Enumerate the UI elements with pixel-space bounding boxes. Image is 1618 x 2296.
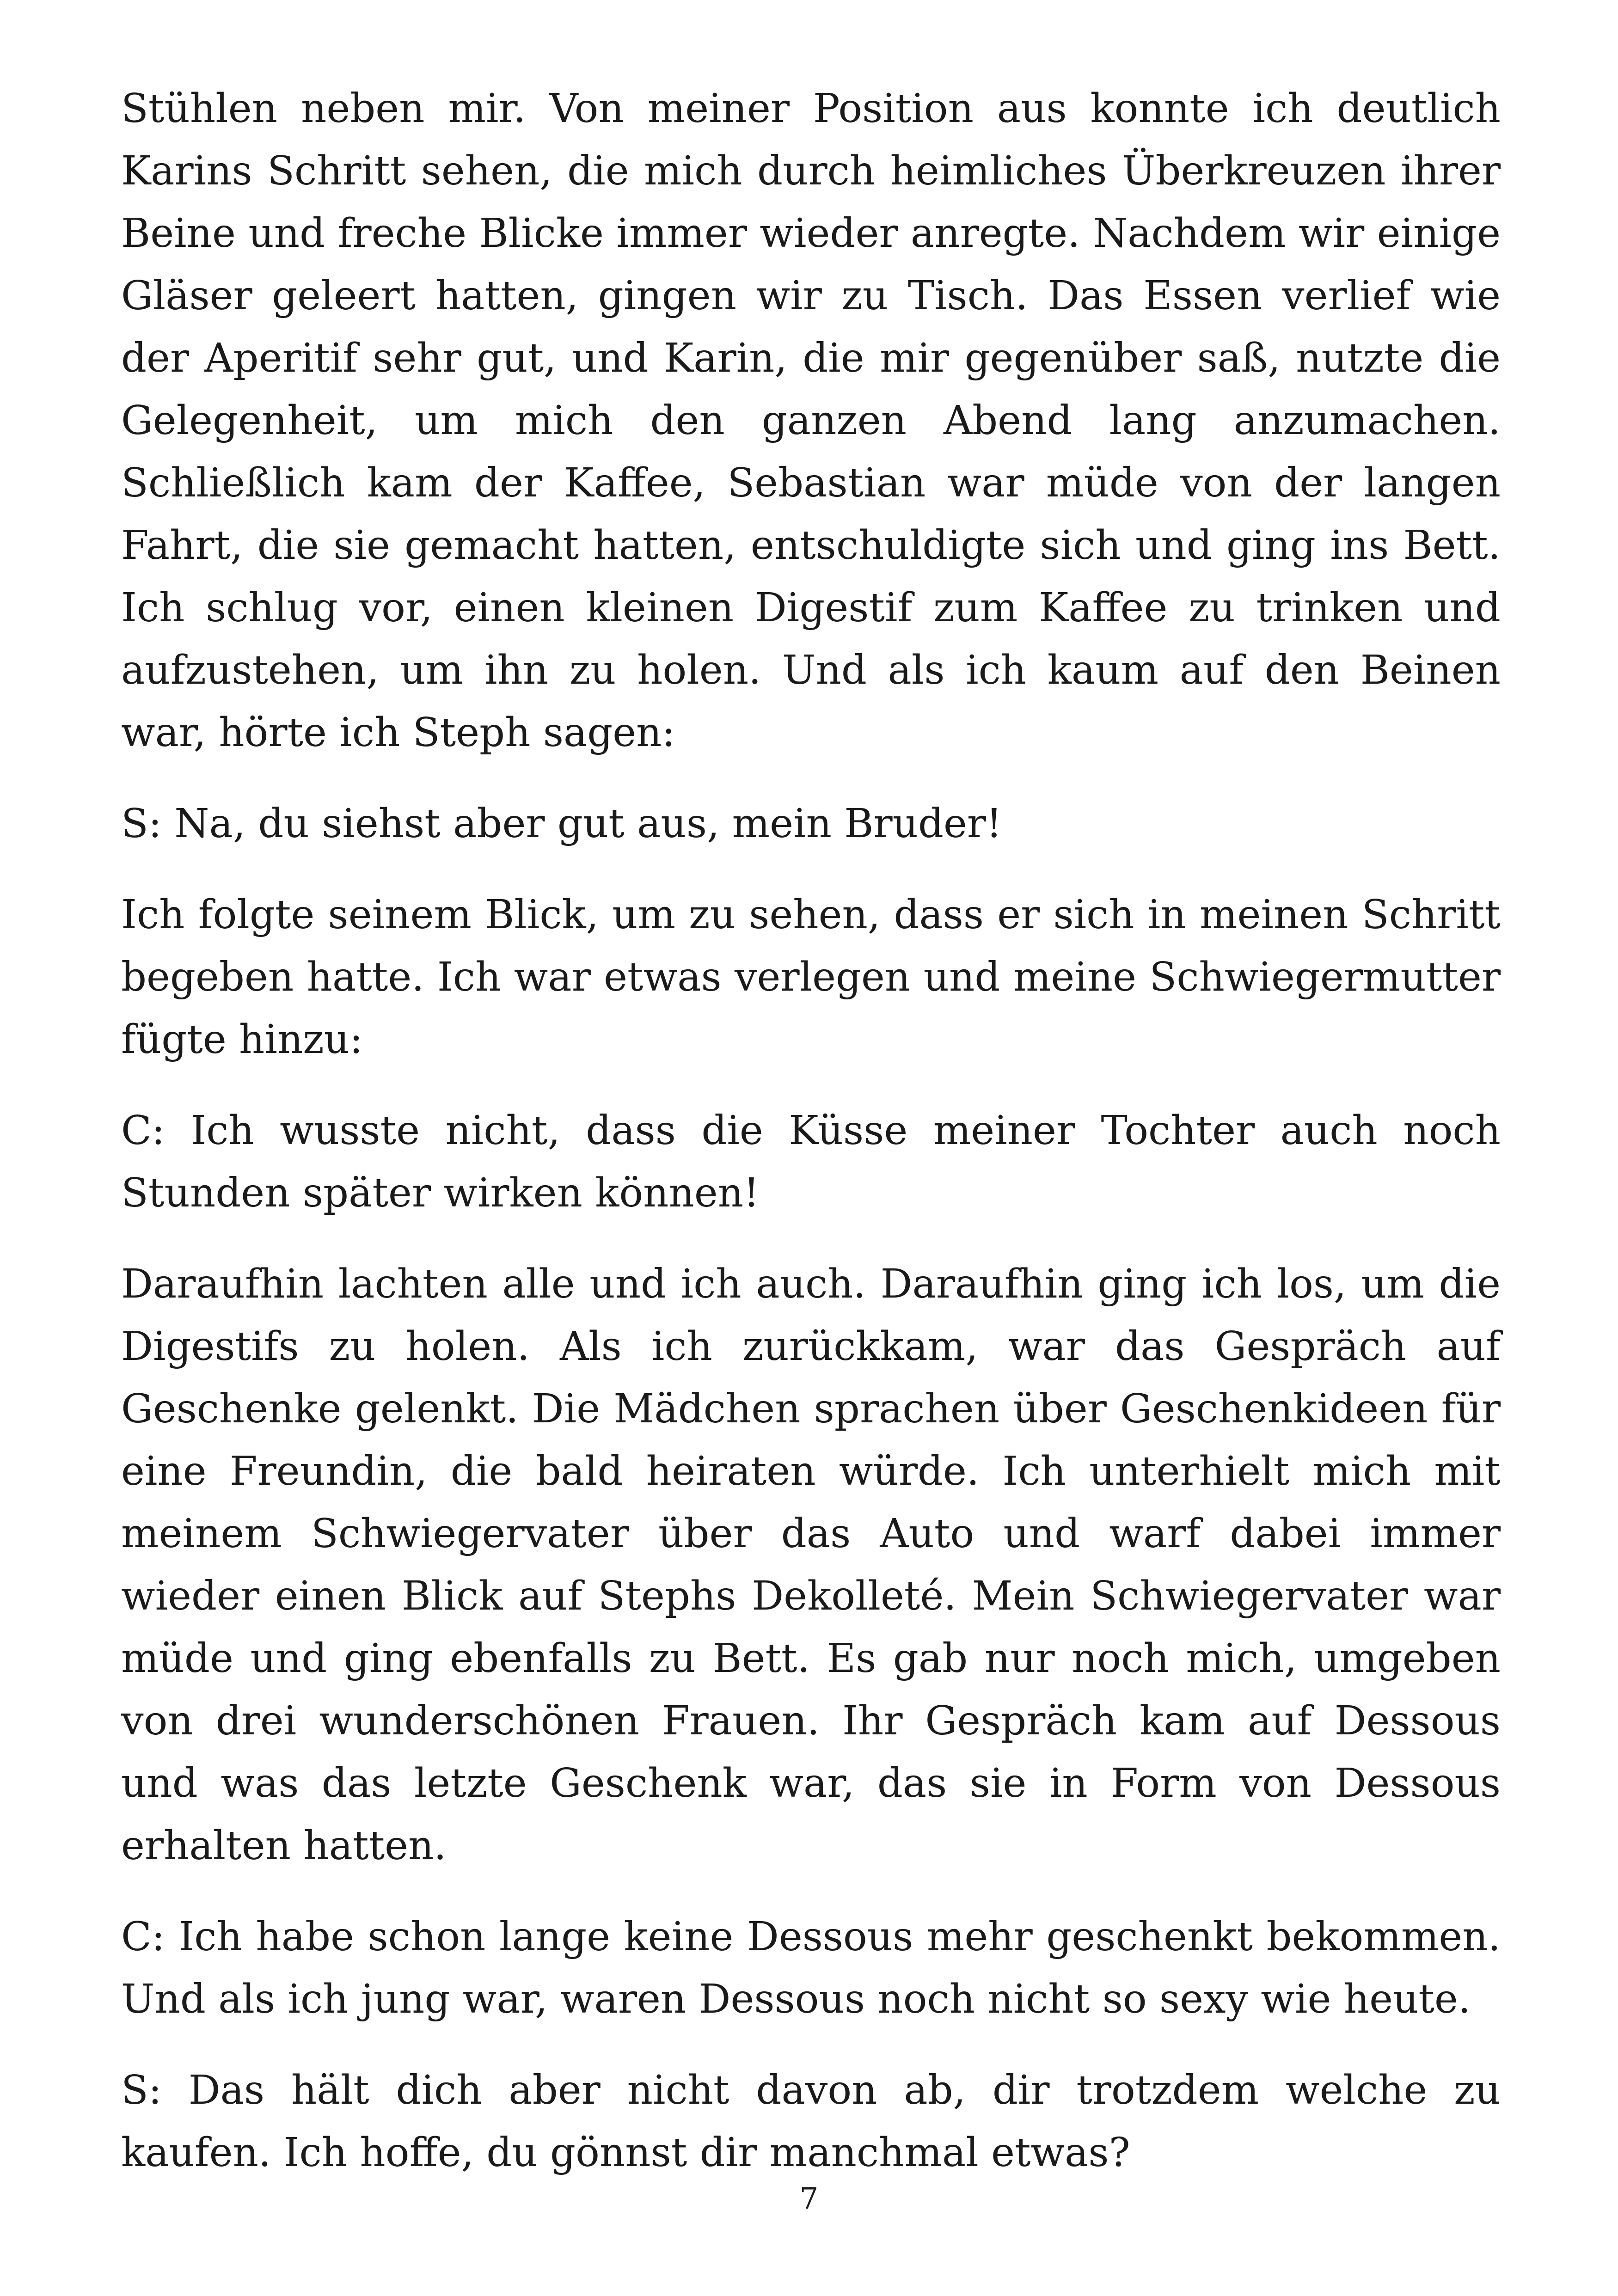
paragraph: Stühlen neben mir. Von meiner Position aus konnte ich deutlich Karins Schritt sehen, die mich durch heimliches Überkreuzen ihrer Beine und freche Blicke immer wieder anregte. Nachdem wir einige Gläser geleert hatten, gingen wir zu Tisch. Das Essen verlief wie der Aperitif sehr gut, und Karin, die mir gegenüber saß, nutzte die Gelegenheit, um mich den ganzen Abend lang anzumachen. Schließlich kam der Kaffee, Sebastian war müde von der langen Fahrt, die sie gemacht hatten, entschuldigte sich und ging ins Bett. Ich schlug vor, einen kleinen Digestif zum Kaffee zu trinken und aufzustehen, um ihn zu holen. Und als ich kaum auf den Beinen war, hörte ich Steph sagen:	[121, 86, 1501, 756]
paragraph: S: Das hält dich aber nicht davon ab, dir trotzdem welche zu kaufen. Ich hoffe, du gönnst dir manchmal etwas?	[121, 2067, 1501, 2176]
paragraph: S: Na, du siehst aber gut aus, mein Bruder!	[121, 801, 1002, 847]
paragraph: Ich folgte seinem Blick, um zu sehen, dass er sich in meinen Schritt begeben hatte. Ich war etwas verlegen und meine Schwiegermutter fügte hinzu:	[121, 892, 1501, 1063]
page-number: 7	[799, 2182, 819, 2216]
paragraph: C: Ich wusste nicht, dass die Küsse meiner Tochter auch noch Stunden später wirken können!	[121, 1108, 1501, 1216]
body-text	[121, 78, 1501, 2213]
paragraph: C: Ich habe schon lange keine Dessous mehr geschenkt bekommen. Und als ich jung war, waren Dessous noch nicht so sexy wie heute.	[121, 1914, 1501, 2022]
paragraph: Daraufhin lachten alle und ich auch. Daraufhin ging ich los, um die Digestifs zu holen. Als ich zurückkam, war das Gespräch auf Geschenke gelenkt. Die Mädchen sprachen über Geschenkideen für eine Freundin, die bald heiraten würde. Ich unterhielt mich mit meinem Schwiegervater über das Auto und warf dabei immer wieder einen Blick auf Stephs Dekolleté. Mein Schwiegervater war müde und ging ebenfalls zu Bett. Es gab nur noch mich, umgeben von drei wunderschönen Frauen. Ihr Gespräch kam auf Dessous und was das letzte Geschenk war, das sie in Form von Dessous erhalten hatten.	[121, 1261, 1501, 1869]
